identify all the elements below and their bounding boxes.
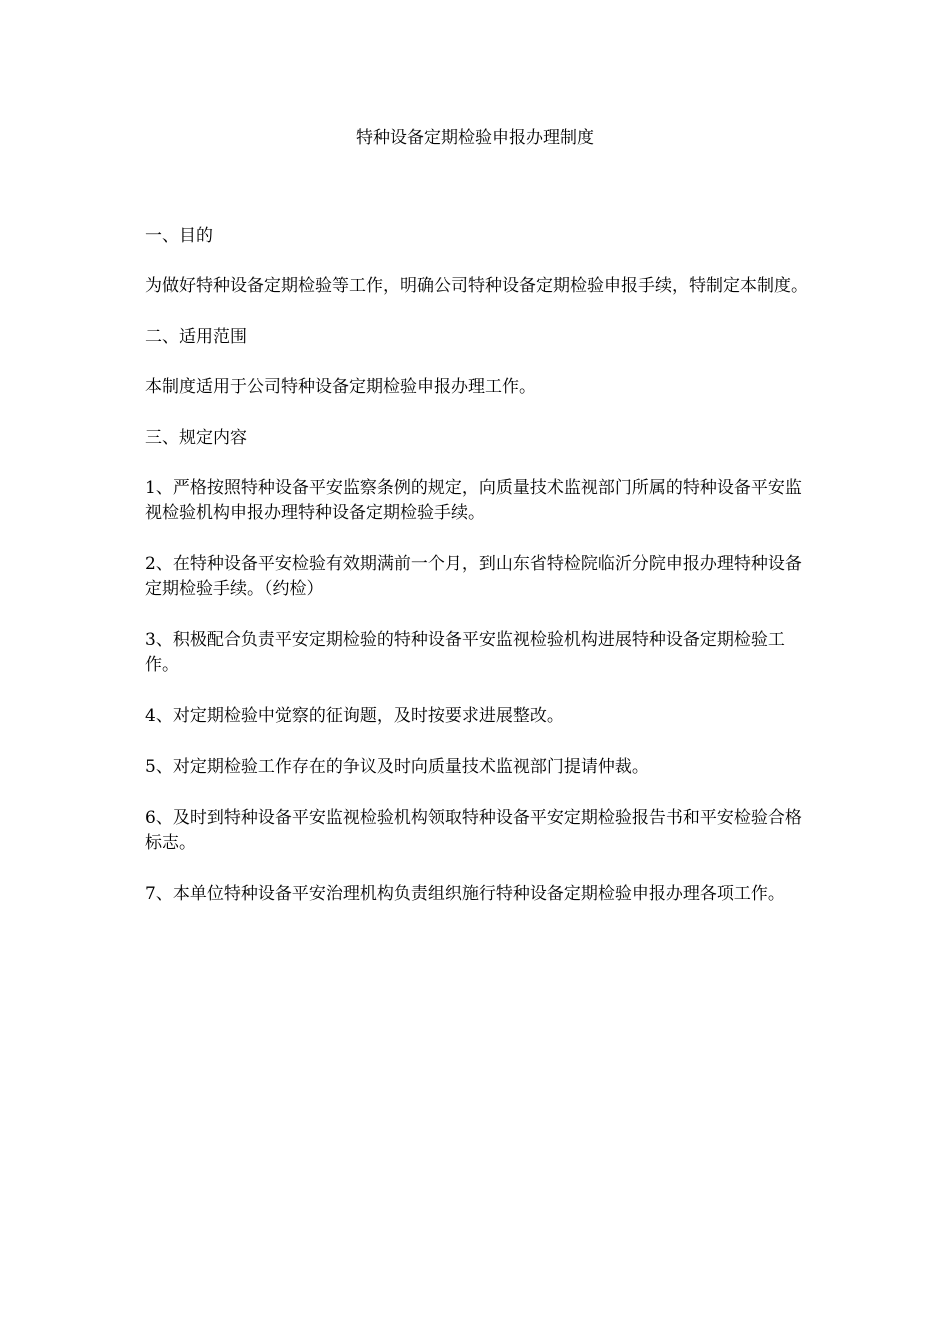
- provision-item-5: 5、对定期检验工作存在的争议及时向质量技术监视部门提请仲裁。: [145, 757, 649, 777]
- provision-item-6: 6、及时到特种设备平安监视检验机构领取特种设备平安定期检验报告书和平安检验合格标志。: [145, 808, 802, 853]
- section-heading-provisions: 三、规定内容: [145, 428, 247, 448]
- provision-item-1: 1、严格按照特种设备平安监察条例的规定，向质量技术监视部门所属的特种设备平安监视检验机构申报办理特种设备定期检验手续。: [145, 478, 802, 523]
- provision-item-7: 7、本单位特种设备平安治理机构负责组织施行特种设备定期检验申报办理各项工作。: [145, 884, 785, 904]
- section-heading-scope: 二、适用范围: [145, 327, 247, 347]
- provision-item-2: 2、在特种设备平安检验有效期满前一个月，到山东省特检院临沂分院申报办理特种设备定期检验手续。（约检）: [145, 554, 802, 599]
- document-title: 特种设备定期检验申报办理制度: [356, 128, 594, 148]
- section-body-scope: 本制度适用于公司特种设备定期检验申报办理工作。: [145, 377, 536, 397]
- section-body-purpose: 为做好特种设备定期检验等工作，明确公司特种设备定期检验申报手续，特制定本制度。: [145, 276, 808, 296]
- provision-item-4: 4、对定期检验中觉察的征询题，及时按要求进展整改。: [145, 706, 564, 726]
- section-heading-purpose: 一、目的: [145, 226, 213, 246]
- document-body: [145, 224, 809, 933]
- provision-item-3: 3、积极配合负责平安定期检验的特种设备平安监视检验机构进展特种设备定期检验工作。: [145, 630, 785, 675]
